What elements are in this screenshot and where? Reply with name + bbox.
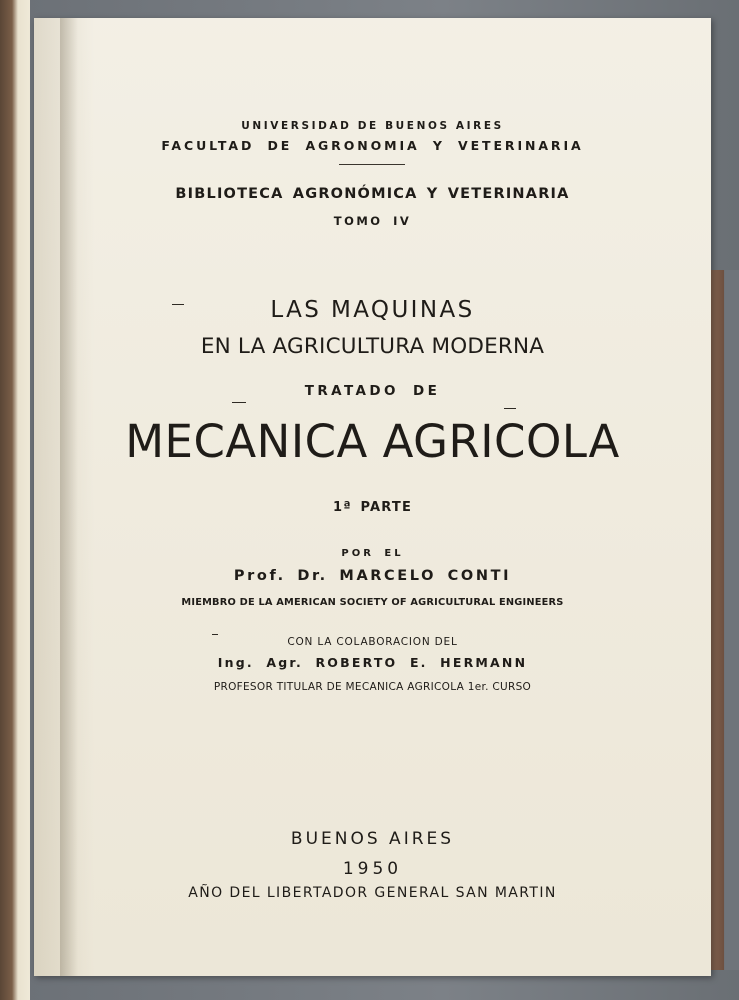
title-page (34, 18, 711, 976)
faculty-name: FACULTAD DE AGRONOMIA Y VETERINARIA (161, 138, 584, 153)
publication-city: BUENOS AIRES (290, 829, 455, 849)
author-name: Prof. Dr. MARCELO CONTI (233, 568, 512, 584)
coauthor-title: PROFESOR TITULAR DE MECANICA AGRICOLA 1er. CURSO (213, 681, 532, 693)
ink-speck (212, 634, 218, 635)
ink-speck (172, 304, 184, 305)
title-line-2: EN LA AGRICULTURA MODERNA (200, 334, 545, 359)
title-line-1: LAS MAQUINAS (270, 297, 475, 323)
publication-year: 1950 (342, 859, 403, 879)
ink-speck (504, 408, 516, 409)
book-cover-left-edge (0, 0, 30, 1000)
treatise-label: TRATADO DE (304, 383, 441, 399)
volume-number: TOMO IV (333, 214, 412, 228)
year-motto: AÑO DEL LIBERTADOR GENERAL SAN MARTIN (188, 885, 557, 901)
collaboration-label: CON LA COLABORACION DEL (287, 636, 458, 648)
book-cover-right-edge (709, 270, 739, 970)
university-name: UNIVERSIDAD DE BUENOS AIRES (241, 120, 504, 132)
ink-speck (232, 402, 246, 403)
library-series: BIBLIOTECA AGRONÓMICA Y VETERINARIA (175, 186, 570, 202)
by-label: POR EL (341, 548, 404, 559)
main-title: MECANICA AGRICOLA (125, 415, 620, 468)
author-affiliation: MIEMBRO DE LA AMERICAN SOCIETY OF AGRICULTURAL ENGINEERS (181, 597, 564, 608)
part-number: 1ª PARTE (332, 500, 413, 515)
divider-rule (339, 164, 405, 165)
coauthor-name: Ing. Agr. ROBERTO E. HERMANN (217, 655, 528, 670)
